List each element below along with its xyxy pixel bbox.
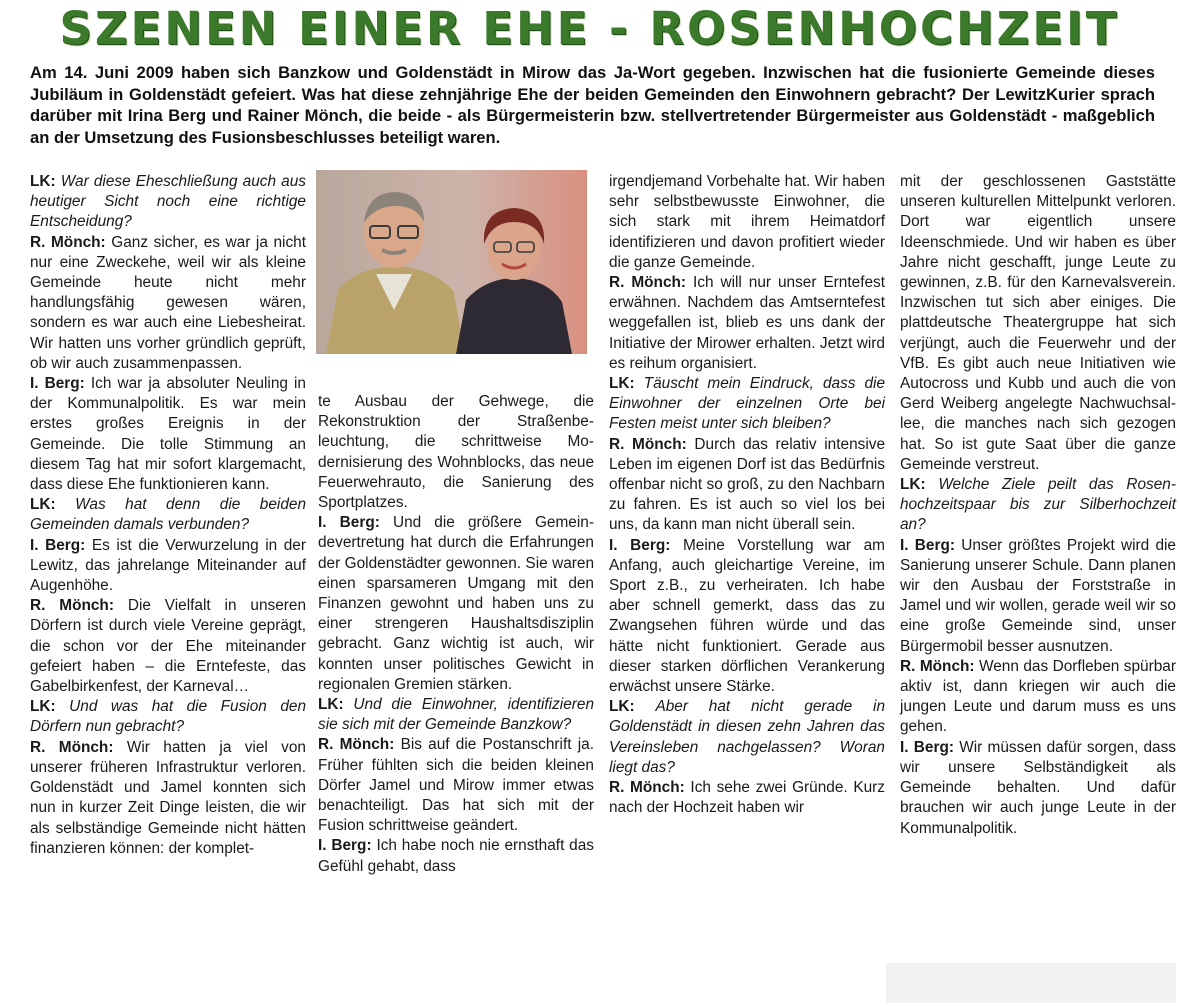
interview-paragraph: [30, 233, 306, 374]
speaker-label: I. Berg:: [318, 514, 380, 532]
speaker-label: I. Berg:: [318, 837, 372, 855]
interview-answer: irgendjemand Vorbehalte hat. Wir haben sehr selbstbewusste Einwohner, die sich stark mit ihrem Heimatdorf identifizieren und davon profitiert wieder die ganze Gemeinde.: [609, 173, 885, 271]
speaker-label: LK:: [609, 698, 635, 716]
speaker-label: R. Mönch:: [30, 233, 106, 251]
interview-paragraph: [609, 172, 885, 273]
interview-paragraph: [900, 657, 1176, 738]
interview-paragraph: [609, 273, 885, 374]
interview-paragraph: [318, 513, 594, 695]
interview-paragraph: [900, 536, 1176, 657]
interview-paragraph: [609, 435, 885, 536]
interview-photo: [316, 170, 587, 354]
interview-question: Welche Ziele peilt das Rosenhochzeitspaar bis zur Silberhochzeit an?: [900, 476, 1176, 534]
speaker-label: R. Mönch:: [30, 738, 114, 756]
interview-answer: Unser größtes Projekt wird die Sanierung unserer Schule. Dann planen wir den Ausbau der Forststraße in Jamel und wir wollen, gerade weil wir so eine große Gemeinde sind, unser Bürgermobil besser ausnutzen.: [900, 536, 1176, 655]
interview-paragraph: [318, 695, 594, 735]
interview-paragraph: [900, 475, 1176, 536]
interview-answer: Ich habe noch nie ernsthaft das Gefühl gehabt, dass: [318, 837, 595, 875]
interview-paragraph: [30, 495, 306, 535]
speaker-label: LK:: [609, 375, 635, 393]
interview-answer: Wenn das Dorfleben spürbar aktiv ist, dann kriegen wir auch die jungen Leute und darum muss es uns gehen.: [900, 657, 1176, 736]
interview-answer: Es ist die Verwurzelung in der Lewitz, das jahrelange Miteinander auf Augenhöhe.: [30, 536, 306, 595]
speaker-label: LK:: [30, 698, 56, 716]
interview-answer: Ganz sicher, es war ja nicht nur eine Zweckehe, weil wir als kleine Gemeinde heute nicht mehr handlungsfähig gewesen wären, sondern es war auch eine Liebesheirat. Wir hatten uns vorher gründlich geprüft, ob wir auch zusammenpassen.: [30, 233, 306, 372]
interview-paragraph: [30, 738, 306, 859]
article-column-3: [609, 172, 885, 819]
interview-answer: te Ausbau der Gehwege, die Rekonstruktion der Straßenbeleuchtung, die schrittweise Modernisierung des Wohnblocks, das neue Feuerwehrauto, die Sanierung des Sportplatzes.: [318, 393, 594, 512]
interview-question: Täuscht mein Eindruck, dass die Einwohner der einzelnen Orte bei Festen meist unter sich bleiben?: [609, 375, 885, 433]
photo-of-two-people-icon: [316, 170, 587, 354]
interview-answer: Wir müssen dafür sorgen, dass wir unsere Selbständigkeit als Gemeinde behalten. Und dafür brauchen wir auch junge Leute in der Kommunalpolitik.: [900, 738, 1176, 837]
speaker-label: I. Berg:: [900, 738, 954, 756]
interview-paragraph: [30, 697, 306, 737]
speaker-label: R. Mönch:: [609, 274, 687, 292]
speaker-label: I. Berg:: [900, 536, 955, 554]
speaker-label: R. Mönch:: [609, 435, 687, 453]
interview-paragraph: [318, 735, 594, 836]
speaker-label: R. Mönch:: [318, 736, 395, 754]
interview-paragraph: [609, 536, 885, 698]
interview-paragraph: [30, 172, 306, 233]
interview-answer: Ich sehe zwei Gründe. Kurz nach der Hochzeit haben wir: [609, 779, 885, 817]
interview-question: Und was hat die Fusion den Dörfern nun gebracht?: [30, 698, 307, 736]
speaker-label: R. Mönch:: [30, 597, 114, 615]
interview-question: Was hat denn die beiden Gemeinden damals verbunden?: [30, 496, 307, 534]
speaker-label: LK:: [900, 476, 926, 494]
interview-paragraph: [318, 392, 594, 513]
interview-question: Aber hat nicht gerade in Goldenstädt in diesen zehn Jahren das Vereinsleben nachgelassen? Woran liegt das?: [609, 698, 886, 776]
speaker-label: I. Berg:: [30, 375, 85, 393]
headline: SZENEN EINER EHE - ROSENHOCHZEIT: [59, 2, 1120, 55]
interview-answer: Meine Vorstellung war am Anfang, auch gleichartige Vereine, im Sport z.B., zu verheiraten. Ich habe aber schnell gemerkt, dass das zu Zwangsehen führen würde und das hätte nicht funktioniert. Gerade aus dieser starken dörflichen Verankerung erwächst unsere Stärke.: [609, 536, 885, 696]
interview-answer: Wir hatten ja viel von unserer früheren Infrastruktur verloren. Goldenstädt und Jamel konnten sich nun in kurzer Zeit Dinge leisten, die wir als selbständige Gemeinde nicht hätten finanzieren können: der komplet-: [30, 738, 306, 857]
interview-answer: Und die größere Gemeindevertretung hat durch die Erfahrungen der Goldenstädter gewonnen. Sie waren einen sparsameren Umgang mit den Finanzen gewohnt und haben uns zu einer strengeren Haushaltsdisziplin gebracht. Ganz wichtig ist auch, wir konnten unser politisches Gewicht in regionalen Gremien stärken.: [318, 514, 594, 693]
interview-paragraph: [30, 536, 306, 597]
speaker-label: LK:: [30, 496, 56, 514]
article-column-2: [318, 392, 594, 877]
speaker-label: R. Mönch:: [609, 779, 685, 797]
interview-paragraph: [318, 836, 594, 876]
interview-answer: Bis auf die Postanschrift ja. Früher fühlten sich die beiden kleinen Dörfer Jamel und Mirow immer etwas benachteiligt. Das hat sich mit der Fusion schrittweise geändert.: [318, 736, 594, 835]
interview-question: Und die Einwohner, identifizieren sie sich mit der Gemeinde Banzkow?: [318, 696, 595, 734]
interview-paragraph: [900, 172, 1176, 475]
speaker-label: LK:: [318, 696, 344, 714]
interview-question: War diese Eheschließung auch aus heutiger Sicht noch eine richtige Entscheidung?: [30, 173, 306, 231]
interview-answer: Die Vielfalt in unseren Dörfern ist durch viele Vereine geprägt, die schon vor der Ehe miteinander gefeiert haben – die Erntefeste, das Gabelbirkenfest, der Karneval…: [30, 597, 306, 696]
intro-paragraph: Am 14. Juni 2009 haben sich Banzkow und Goldenstädt in Mirow das Ja-Wort gegeben. Inzwischen hat die fusionierte Gemeinde dieses Jubiläum in Goldenstädt gefeiert. Was hat diese zehnjährige Ehe der beiden Gemeinden den Einwohnern gebracht? Der LewitzKurier sprach darüber mit Irina Berg und Rainer Mönch, die beide - als Bürgermeisterin bzw. stellvertretender Bürgermeister aus Goldenstädt - maßgeblich an der Umsetzung des Fusionsbeschlusses beteiligt waren.: [30, 63, 1155, 147]
interview-answer: Durch das relativ intensive Leben im eigenen Dorf ist das Bedürfnis offenbar nicht so groß, zu den Nachbarn zu fahren. Es ist auch so viel los bei uns, da kann man nicht überall sein.: [609, 435, 885, 534]
interview-paragraph: [609, 374, 885, 435]
speaker-label: I. Berg:: [30, 536, 86, 554]
speaker-label: R. Mönch:: [900, 657, 975, 675]
interview-paragraph: [30, 374, 306, 495]
interview-paragraph: [609, 778, 885, 818]
interview-answer: mit der geschlossenen Gaststätte unseren kulturellen Mittelpunkt verloren. Dort war eigentlich unsere Ideenschmiede. Und wir haben es über Jahre nicht geschafft, junge Leute zu gewinnen, z.B. für den Karnevalsverein. Inzwischen tut sich aber einiges. Die plattdeutsche Theatergruppe hat sich verjüngt, auch die Feuerwehr und der VfB. Es gibt auch neue Initiativen wie Autocross und Kubb und auch die von Gerd Weiberg angelegte Nachwuchsallee, die manches nach sich gezogen hat. So ist gute Saat über die ganze Gemeinde verstreut.: [900, 173, 1176, 473]
interview-paragraph: [609, 697, 885, 778]
speaker-label: LK:: [30, 173, 56, 190]
article-column-1: [30, 172, 306, 859]
article-column-4: [900, 172, 1176, 839]
interview-answer: Ich will nur unser Erntefest erwähnen. Nachdem das Amtserntefest weggefallen ist, blieb es uns dank der Initiative der Mirower erhalten. Jetzt wird es reihum organisiert.: [609, 274, 885, 372]
interview-paragraph: [900, 738, 1176, 839]
page-corner-shade: [886, 963, 1176, 1003]
interview-paragraph: [30, 596, 306, 697]
speaker-label: I. Berg:: [609, 536, 671, 554]
interview-answer: Ich war ja absoluter Neuling in der Kommunalpolitik. Es war mein erstes großes Ereignis in der Gemeinde. Die tolle Stimmung an diesem Tag hat mir sofort klargemacht, dass diese Ehe funktionieren kann.: [30, 375, 306, 494]
